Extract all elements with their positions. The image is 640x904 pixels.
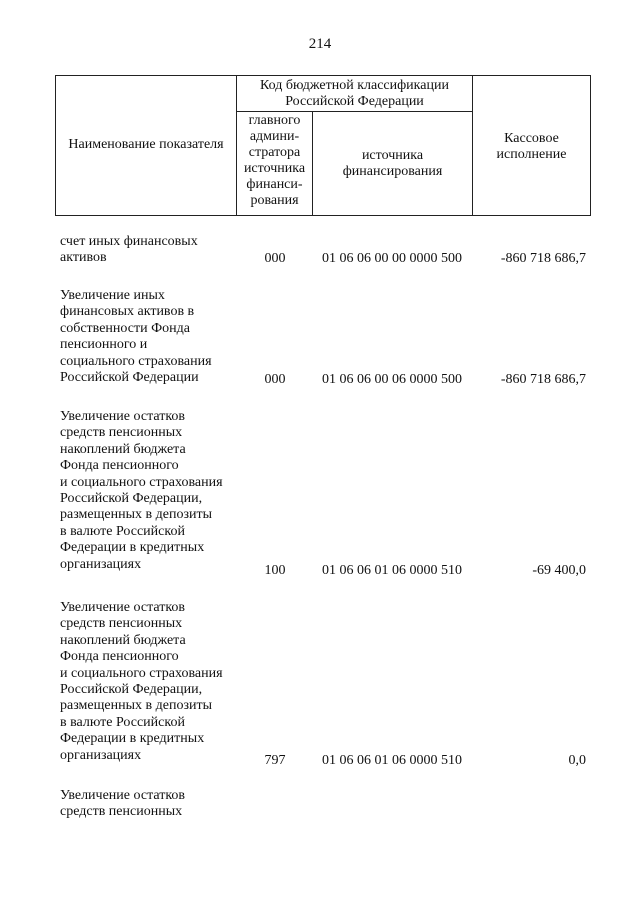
- row-name-line: размещенных в депозиты: [60, 507, 212, 523]
- header-col-amount-line: исполнение: [496, 147, 567, 162]
- row-name-line: Увеличение иных: [60, 288, 165, 303]
- row-name-line: Российской Федерации,: [60, 491, 203, 507]
- row-name-line: социального страхования: [60, 353, 212, 369]
- row-name: [60, 600, 240, 764]
- row-name-line: и социального страхования: [60, 474, 223, 490]
- row-name-line: Увеличение остатков: [60, 788, 186, 803]
- row-name-line: Российской Федерации: [60, 370, 199, 386]
- row-admin-code: 797: [264, 753, 286, 768]
- row-name-line: в валюте Российской: [60, 714, 185, 730]
- row-name-line: Фонда пенсионного: [60, 458, 179, 474]
- row-admin-code: 000: [264, 372, 286, 387]
- row-source-code: 01 06 06 01 06 0000 510: [322, 753, 462, 768]
- row-name-line: Федерации в кредитных: [60, 731, 205, 747]
- row-name-line: Российской Федерации,: [60, 682, 203, 698]
- row-name: [60, 288, 240, 386]
- row-name-line: собственности Фонда: [60, 320, 190, 336]
- header-col-source-line: финансирования: [342, 164, 443, 179]
- header-col-source-line: источника: [361, 148, 424, 163]
- row-name-line: средств пенсионных: [60, 425, 183, 441]
- header-col-admin-line: стратора: [248, 145, 301, 160]
- row-name-line: активов: [60, 250, 107, 266]
- header-group-title-line2: Российской Федерации: [285, 94, 424, 109]
- row-name-line: размещенных в депозиты: [60, 698, 212, 714]
- row-source-code: 01 06 06 00 06 0000 500: [322, 372, 462, 387]
- row-name-line: и социального страхования: [60, 665, 223, 681]
- row-name-line: в валюте Российской: [60, 523, 185, 539]
- row-name-line: Федерации в кредитных: [60, 540, 205, 556]
- row-name-line: средств пенсионных: [60, 616, 183, 632]
- header-col-amount-line: Кассовое: [504, 131, 559, 146]
- row-amount: -860 718 686,7: [500, 372, 586, 387]
- row-name-line: финансовых активов в: [60, 304, 195, 320]
- row-source-code: 01 06 06 00 00 0000 500: [322, 251, 462, 266]
- row-name: [60, 234, 240, 267]
- row-name-line: средств пенсионных: [60, 804, 183, 820]
- header-col-admin-line: админи-: [249, 129, 300, 144]
- row-name-line: счет иных финансовых: [60, 234, 198, 249]
- row-amount: 0,0: [568, 753, 586, 768]
- row-name-line: накоплений бюджета: [60, 632, 186, 648]
- row-name: [60, 788, 240, 821]
- header-col-name: Наименование показателя: [68, 137, 224, 152]
- row-name-line: организациях: [60, 556, 142, 572]
- row-amount: -860 718 686,7: [500, 251, 586, 266]
- row-name: [60, 409, 240, 573]
- row-name-line: Увеличение остатков: [60, 600, 186, 615]
- row-admin-code: 100: [264, 563, 286, 578]
- row-source-code: 01 06 06 01 06 0000 510: [322, 563, 462, 578]
- row-name-line: Фонда пенсионного: [60, 649, 179, 665]
- row-admin-code: 000: [264, 251, 286, 266]
- row-amount: -69 400,0: [532, 563, 586, 578]
- header-col-admin-line: главного: [248, 113, 301, 128]
- row-name-line: организациях: [60, 747, 142, 763]
- row-name-line: Увеличение остатков: [60, 409, 186, 424]
- row-name-line: накоплений бюджета: [60, 441, 186, 457]
- header-group-title-line1: Код бюджетной классификации: [260, 78, 449, 93]
- row-name-line: пенсионного и: [60, 337, 148, 353]
- header-col-admin-line: финанси-: [246, 177, 303, 192]
- page-number: 214: [308, 36, 332, 52]
- header-col-admin-line: рования: [250, 193, 299, 208]
- header-col-admin-line: источника: [243, 161, 306, 176]
